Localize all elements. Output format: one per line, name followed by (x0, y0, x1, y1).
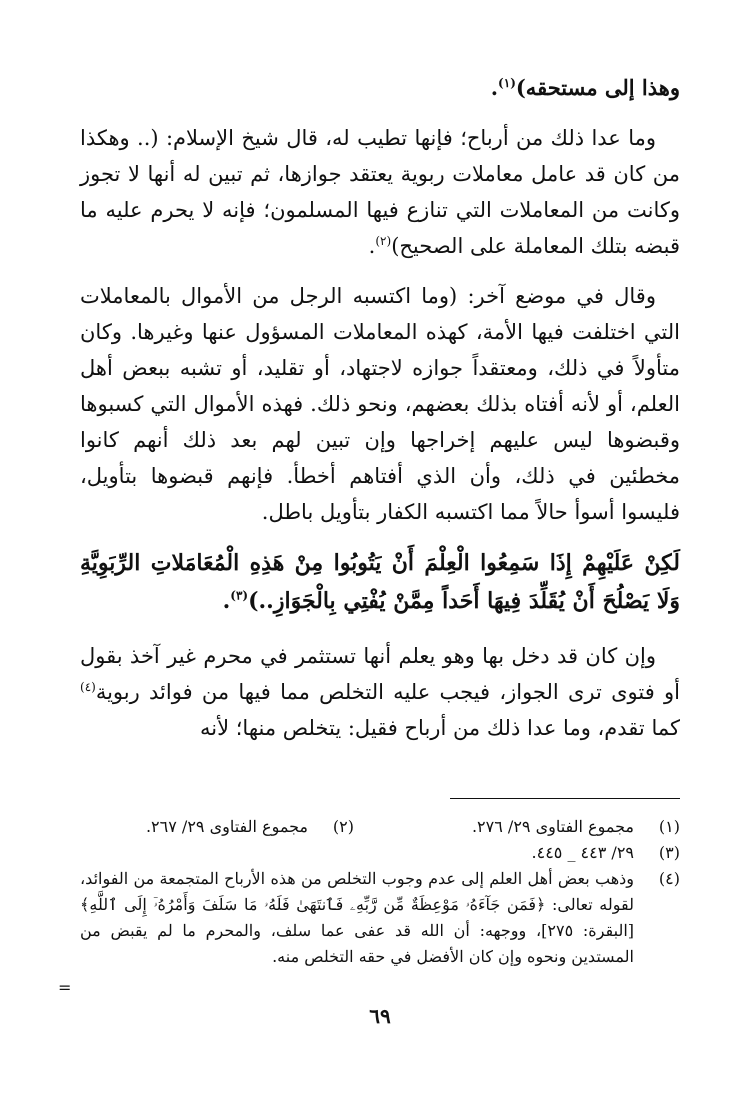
paragraph-5-text: وإن كان قد دخل بها وهو يعلم أنها تستثمر في محرم غير آخذ بقول أو فتوى ترى الجواز، فيجب عليه التخلص مما فيها من فوائد ربوية (80, 644, 680, 704)
paragraph-4-text: لَكِنْ عَلَيْهِمْ إِذَا سَمِعُوا الْعِلْمَ أَنْ يَتُوبُوا مِنْ هَذِهِ الْمُعَامَلاتِ الرِّبَوِيَّةِ وَلَا يَصْلُحَ أَنْ يُقَلِّدَ فِيهَا أَحَداً مِمَّنْ يُفْتِي بِالْجَوَازِ..) (80, 550, 680, 614)
book-page (58, 70, 680, 1080)
footnote-text-4: وذهب بعض أهل العلم إلى عدم وجوب التخلص من هذه الأرباح المتجمعة من الفوائد، لقوله تعالى: ﴿فَمَن جَآءَهُۥ مَوْعِظَةٌ مِّن رَّبِّهِۦ فَٱنتَهَىٰ فَلَهُۥ مَا سَلَفَ وَأَمْرُهُۥٓ إِلَى ٱللَّهِ﴾ [البقرة: ٢٧٥]، ووجهه: أن الله قد عفى عما سلف، والمحرم ما لم يقبض من المستدين ونحوه وإن كان الأفضل في حقه التخلص منه. (80, 869, 635, 966)
paragraph-2-end: . (368, 234, 376, 258)
footnote-number-4: (٤) (658, 869, 680, 888)
footnote-row-4 (80, 866, 680, 970)
footnote-text-1: مجموع الفتاوى ٢٩/ ٢٧٦. (471, 817, 634, 836)
page-number: ٦٩ (369, 1004, 391, 1028)
paragraph-4-end: . (222, 588, 231, 614)
footnote-number-3: (٣) (658, 843, 680, 862)
paragraph-3-text: وقال في موضع آخر: (وما اكتسبه الرجل من الأموال بالمعاملات التي اختلفت فيها الأمة، كهذه المعاملات المسؤول عنها وغيرها. وكان متأولاً في ذلك، ومعتقداً جوازه لاجتهاد، أو تقليد، أو تشبه ببعض أهل العلم، أو لأنه أفتاه بذلك بعضهم، ونحو ذلك. فهذه الأموال التي كسبوها وقبضوها ليس عليهم إخراجها وإن تبين لهم بعد ذلك أنهم كانوا مخطئين في ذلك، وأن الذي أفتاهم أخطأ. فإنهم قبضوها بتأويل، فليسوا أسوأ حالاً مما اكتسبه الكفار بتأويل باطل. (80, 284, 680, 524)
paragraph-1-end: . (490, 75, 499, 100)
footnote-ref-4: (٤) (80, 680, 96, 694)
paragraph-2 (80, 120, 680, 264)
footnote-text-3: ٢٩/ ٤٤٣ _ ٤٤٥. (531, 843, 634, 862)
footnote-row-3 (80, 840, 680, 866)
footnote-divider (450, 798, 680, 799)
footnote-number-2: (٢) (332, 817, 354, 836)
footnotes (80, 814, 680, 970)
footnote-ref-1: (١) (498, 76, 516, 90)
footnote-ref-3: (٣) (230, 588, 249, 603)
continuation-mark: = (58, 978, 72, 997)
footnote-text-2: مجموع الفتاوى ٢٩/ ٢٦٧. (145, 817, 308, 836)
paragraph-3 (80, 278, 680, 530)
paragraph-5-end: كما تقدم، وما عدا ذلك من أرباح فقيل: يتخلص منها؛ لأنه (199, 716, 680, 740)
footnote-row-1-2 (80, 814, 680, 840)
paragraph-1 (80, 70, 680, 106)
footnote-ref-2: (٢) (375, 234, 392, 248)
footnote-number-1: (١) (658, 817, 680, 836)
paragraph-1-text: وهذا إلى مستحقه) (515, 75, 680, 100)
paragraph-2-text: وما عدا ذلك من أرباح؛ فإنها تطيب له، قال شيخ الإسلام: (.. وهكذا من كان قد عامل معاملات ربوية يعتقد جوازها، ثم تبين له أنها لا تجوز وكانت من المعاملات التي تنازع فيها المسلمون؛ فإنه لا يحرم عليه ما قبضه بتلك المعاملة على الصحيح) (80, 126, 680, 258)
paragraph-4-emphasis (80, 544, 680, 620)
paragraph-5 (80, 638, 680, 746)
